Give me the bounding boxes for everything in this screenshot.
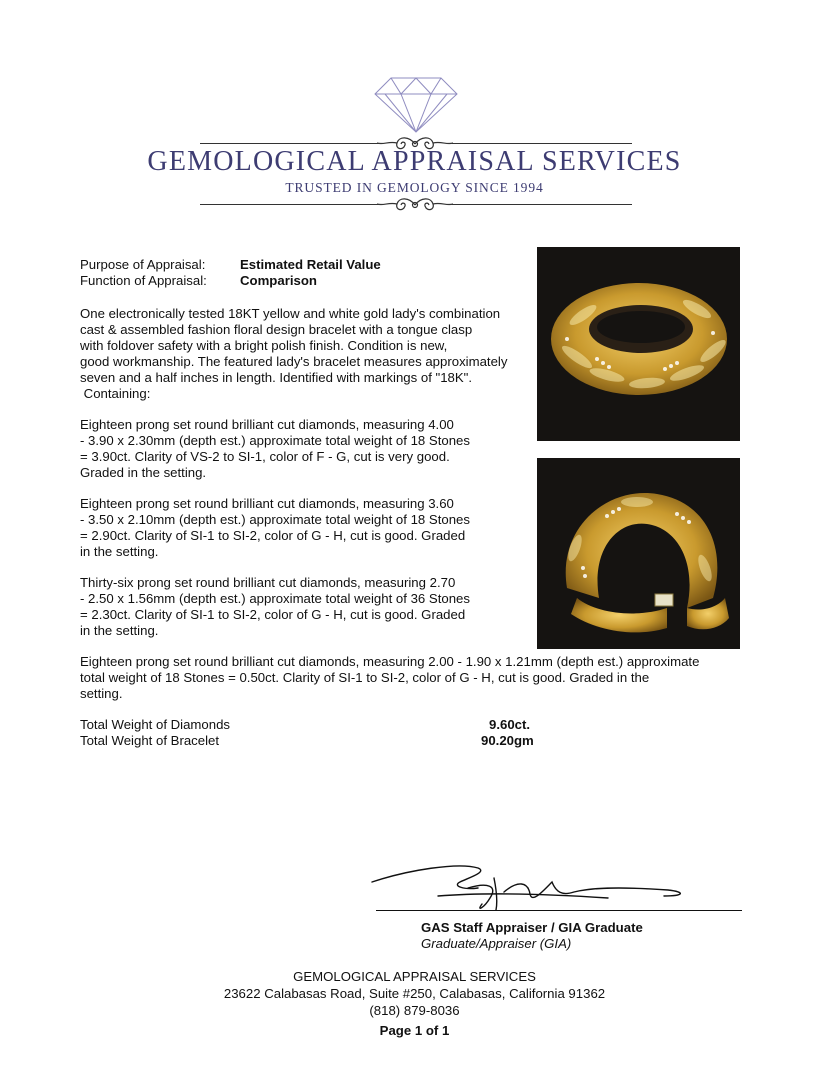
stone-line: Thirty-six prong set round brilliant cut diamonds, measuring 2.70 [80, 575, 456, 590]
signature-line [376, 910, 742, 911]
stone-line: setting. [80, 686, 123, 701]
stone-line: Eighteen prong set round brilliant cut diamonds, measuring 4.00 [80, 417, 454, 432]
stone-line: = 2.30ct. Clarity of SI-1 to SI-2, color of G - H, cut is good. Graded [80, 607, 466, 622]
stone-line: - 3.90 x 2.30mm (depth est.) approximate total weight of 18 Stones [80, 433, 470, 448]
stone-line: - 2.50 x 1.56mm (depth est.) approximate total weight of 36 Stones [80, 591, 470, 606]
stone-line: in the setting. [80, 623, 159, 638]
stone-line: Eighteen prong set round brilliant cut diamonds, measuring 3.60 [80, 496, 454, 511]
appraiser-subtitle: Graduate/Appraiser (GIA) [421, 936, 572, 951]
stone-line: - 3.50 x 2.10mm (depth est.) approximate total weight of 18 Stones [80, 512, 470, 527]
stone-group-1 [80, 417, 532, 481]
header-rule-bottom-left [200, 204, 380, 205]
function-value: Comparison [240, 273, 317, 288]
header-rule-top-right [452, 143, 632, 144]
total-diamonds-value: 9.60ct. [489, 717, 531, 732]
header-rule-top-left [200, 143, 380, 144]
diamond-logo-icon [373, 76, 459, 134]
company-tagline: TRUSTED IN GEMOLOGY SINCE 1994 [285, 180, 544, 195]
company-title: GEMOLOGICAL APPRAISAL SERVICES [147, 146, 682, 177]
stone-line: Eighteen prong set round brilliant cut diamonds, measuring 2.00 - 1.90 x 1.21mm (depth est.) approximate [80, 654, 700, 669]
bracelet-photo-bottom [537, 458, 740, 649]
bracelet-photo-top [537, 247, 740, 441]
bracelet-illustration-icon [537, 247, 740, 441]
description-line: Containing: [80, 386, 151, 401]
function-label: Function of Appraisal: [80, 273, 207, 288]
stone-line: Graded in the setting. [80, 465, 207, 480]
description-line: good workmanship. The featured lady's bracelet measures approximately [80, 354, 508, 369]
stone-group-3 [80, 575, 532, 639]
stone-line: = 2.90ct. Clarity of SI-1 to SI-2, color of G - H, cut is good. Graded [80, 528, 466, 543]
header-rule-bottom-right [452, 204, 632, 205]
appraiser-title: GAS Staff Appraiser / GIA Graduate [421, 920, 643, 935]
footer-phone: (818) 879-8036 [369, 1003, 460, 1018]
stone-group-4 [80, 654, 746, 702]
description-line: cast & assembled fashion floral design bracelet with a tongue clasp [80, 322, 473, 337]
item-description [80, 306, 532, 402]
purpose-value: Estimated Retail Value [240, 257, 381, 272]
footer-address: 23622 Calabasas Road, Suite #250, Calabasas, California 91362 [223, 986, 606, 1001]
purpose-label: Purpose of Appraisal: [80, 257, 206, 272]
stone-group-2 [80, 496, 532, 560]
page-number: Page 1 of 1 [379, 1023, 450, 1038]
stone-line: = 3.90ct. Clarity of VS-2 to SI-1, color of F - G, cut is very good. [80, 449, 450, 464]
description-line: with foldover safety with a bright polish finish. Condition is new, [80, 338, 448, 353]
bracelet-illustration-icon [537, 458, 740, 649]
scroll-ornament-icon [373, 194, 457, 216]
footer-company: GEMOLOGICAL APPRAISAL SERVICES [293, 969, 536, 984]
stone-line: total weight of 18 Stones = 0.50ct. Clarity of SI-1 to SI-2, color of G - H, cut is good. Graded in the [80, 670, 650, 685]
signature-icon [368, 852, 698, 916]
total-bracelet-value: 90.20gm [481, 733, 534, 748]
total-diamonds-label: Total Weight of Diamonds [80, 717, 231, 732]
description-line: One electronically tested 18KT yellow and white gold lady's combination [80, 306, 501, 321]
stone-line: in the setting. [80, 544, 159, 559]
description-line: seven and a half inches in length. Identified with markings of "18K". [80, 370, 473, 385]
total-bracelet-label: Total Weight of Bracelet [80, 733, 220, 748]
